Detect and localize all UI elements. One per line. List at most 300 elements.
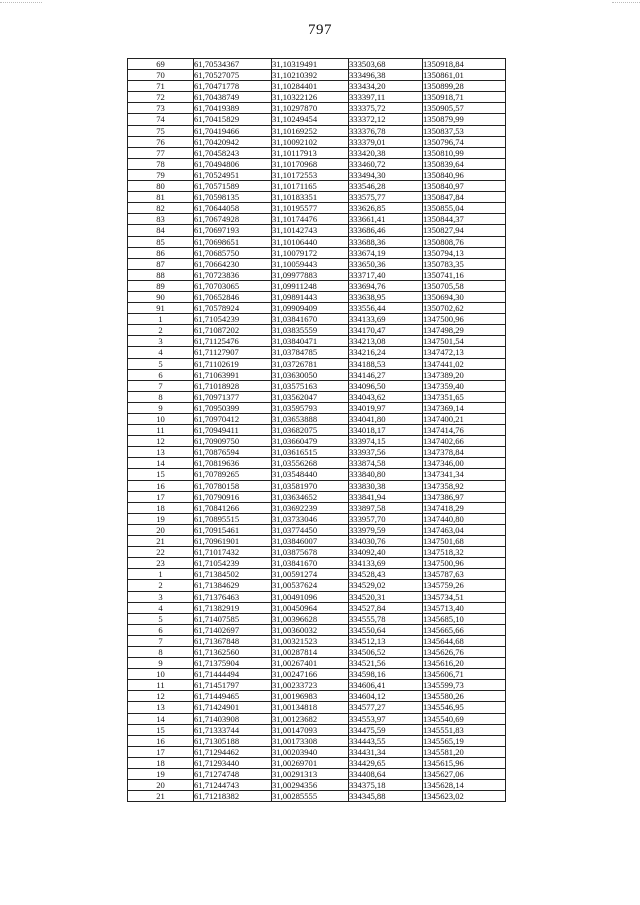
- longitude-cell: 31,09891443: [272, 291, 349, 302]
- x-coordinate-cell: 333375,72: [349, 103, 423, 114]
- longitude-cell: 31,10079172: [272, 247, 349, 258]
- table-row: [128, 724, 506, 735]
- table-row: [128, 358, 506, 369]
- longitude-cell: 31,03846007: [272, 536, 349, 547]
- longitude-cell: 31,00123682: [272, 713, 349, 724]
- y-coordinate-cell: 1345626,76: [423, 646, 506, 657]
- longitude-cell: 31,00450964: [272, 602, 349, 613]
- scan-edge-mark-right: [612, 2, 640, 4]
- x-coordinate-cell: 334170,47: [349, 325, 423, 336]
- longitude-cell: 31,03548440: [272, 469, 349, 480]
- longitude-cell: 31,03630050: [272, 369, 349, 380]
- longitude-cell: 31,03660479: [272, 436, 349, 447]
- point-number-cell: 79: [128, 169, 194, 180]
- point-number-cell: 71: [128, 81, 194, 92]
- x-coordinate-cell: 333503,68: [349, 59, 423, 70]
- y-coordinate-cell: 1347359,40: [423, 380, 506, 391]
- y-coordinate-cell: 1350899,28: [423, 81, 506, 92]
- table-row: [128, 291, 506, 302]
- longitude-cell: 31,03692239: [272, 502, 349, 513]
- x-coordinate-cell: 333379,01: [349, 136, 423, 147]
- latitude-cell: 61,70970412: [194, 414, 272, 425]
- table-row: [128, 103, 506, 114]
- x-coordinate-cell: 334018,17: [349, 425, 423, 436]
- point-number-cell: 4: [128, 347, 194, 358]
- y-coordinate-cell: 1350855,04: [423, 203, 506, 214]
- point-number-cell: 15: [128, 469, 194, 480]
- longitude-cell: 31,10142743: [272, 225, 349, 236]
- latitude-cell: 61,71054239: [194, 558, 272, 569]
- latitude-cell: 61,71444494: [194, 669, 272, 680]
- x-coordinate-cell: 334431,34: [349, 746, 423, 757]
- x-coordinate-cell: 333937,56: [349, 447, 423, 458]
- table-row: [128, 780, 506, 791]
- point-number-cell: 18: [128, 502, 194, 513]
- table-row: [128, 791, 506, 802]
- point-number-cell: 16: [128, 480, 194, 491]
- y-coordinate-cell: 1347418,29: [423, 502, 506, 513]
- longitude-cell: 31,03841670: [272, 314, 349, 325]
- table-row: [128, 680, 506, 691]
- y-coordinate-cell: 1350879,99: [423, 114, 506, 125]
- table-row: [128, 225, 506, 236]
- y-coordinate-cell: 1345628,14: [423, 780, 506, 791]
- y-coordinate-cell: 1347463,04: [423, 524, 506, 535]
- x-coordinate-cell: 333840,80: [349, 469, 423, 480]
- latitude-cell: 61,70494806: [194, 158, 272, 169]
- table-row: [128, 303, 506, 314]
- table-row: [128, 513, 506, 524]
- latitude-cell: 61,70419466: [194, 125, 272, 136]
- point-number-cell: 73: [128, 103, 194, 114]
- table-row: [128, 280, 506, 291]
- longitude-cell: 31,00247166: [272, 669, 349, 680]
- longitude-cell: 31,00285555: [272, 791, 349, 802]
- latitude-cell: 61,71218382: [194, 791, 272, 802]
- x-coordinate-cell: 334133,69: [349, 558, 423, 569]
- longitude-cell: 31,00321523: [272, 635, 349, 646]
- table-row: [128, 591, 506, 602]
- point-number-cell: 20: [128, 524, 194, 535]
- y-coordinate-cell: 1347498,29: [423, 325, 506, 336]
- point-number-cell: 86: [128, 247, 194, 258]
- table-row: [128, 425, 506, 436]
- latitude-cell: 61,71054239: [194, 314, 272, 325]
- latitude-cell: 61,71384502: [194, 569, 272, 580]
- y-coordinate-cell: 1347389,20: [423, 369, 506, 380]
- y-coordinate-cell: 1347472,13: [423, 347, 506, 358]
- table-row: [128, 247, 506, 258]
- y-coordinate-cell: 1350694,30: [423, 291, 506, 302]
- latitude-cell: 61,71244743: [194, 780, 272, 791]
- point-number-cell: 13: [128, 447, 194, 458]
- longitude-cell: 31,00196983: [272, 691, 349, 702]
- point-number-cell: 69: [128, 59, 194, 70]
- x-coordinate-cell: 334096,50: [349, 380, 423, 391]
- x-coordinate-cell: 333397,11: [349, 92, 423, 103]
- point-number-cell: 89: [128, 280, 194, 291]
- longitude-cell: 31,03595793: [272, 402, 349, 413]
- latitude-cell: 61,71376463: [194, 591, 272, 602]
- y-coordinate-cell: 1345580,26: [423, 691, 506, 702]
- y-coordinate-cell: 1347414,76: [423, 425, 506, 436]
- point-number-cell: 91: [128, 303, 194, 314]
- table-row: [128, 491, 506, 502]
- point-number-cell: 84: [128, 225, 194, 236]
- point-number-cell: 88: [128, 269, 194, 280]
- x-coordinate-cell: 334577,27: [349, 702, 423, 713]
- x-coordinate-cell: 334553,97: [349, 713, 423, 724]
- point-number-cell: 22: [128, 547, 194, 558]
- y-coordinate-cell: 1350827,94: [423, 225, 506, 236]
- longitude-cell: 31,10059443: [272, 258, 349, 269]
- longitude-cell: 31,03616515: [272, 447, 349, 458]
- x-coordinate-cell: 334216,24: [349, 347, 423, 358]
- longitude-cell: 31,00537624: [272, 580, 349, 591]
- y-coordinate-cell: 1350810,99: [423, 147, 506, 158]
- y-coordinate-cell: 1347358,92: [423, 480, 506, 491]
- y-coordinate-cell: 1350741,16: [423, 269, 506, 280]
- latitude-cell: 61,70458243: [194, 147, 272, 158]
- point-number-cell: 81: [128, 192, 194, 203]
- point-number-cell: 21: [128, 536, 194, 547]
- x-coordinate-cell: 334604,12: [349, 691, 423, 702]
- latitude-cell: 61,70534367: [194, 59, 272, 70]
- point-number-cell: 3: [128, 591, 194, 602]
- longitude-cell: 31,03875678: [272, 547, 349, 558]
- latitude-cell: 61,71274748: [194, 769, 272, 780]
- latitude-cell: 61,71362560: [194, 646, 272, 657]
- x-coordinate-cell: 333496,38: [349, 70, 423, 81]
- latitude-cell: 61,70685750: [194, 247, 272, 258]
- y-coordinate-cell: 1347500,96: [423, 558, 506, 569]
- table-row: [128, 702, 506, 713]
- longitude-cell: 31,10249454: [272, 114, 349, 125]
- longitude-cell: 31,10195577: [272, 203, 349, 214]
- table-row: [128, 236, 506, 247]
- y-coordinate-cell: 1347346,00: [423, 458, 506, 469]
- table-row: [128, 658, 506, 669]
- point-number-cell: 7: [128, 635, 194, 646]
- longitude-cell: 31,00134818: [272, 702, 349, 713]
- point-number-cell: 16: [128, 735, 194, 746]
- table-row: [128, 380, 506, 391]
- longitude-cell: 31,00287814: [272, 646, 349, 657]
- x-coordinate-cell: 334443,55: [349, 735, 423, 746]
- table-row: [128, 391, 506, 402]
- y-coordinate-cell: 1350796,74: [423, 136, 506, 147]
- point-number-cell: 78: [128, 158, 194, 169]
- point-number-cell: 15: [128, 724, 194, 735]
- latitude-cell: 61,70415829: [194, 114, 272, 125]
- latitude-cell: 61,70790916: [194, 491, 272, 502]
- latitude-cell: 61,71293440: [194, 757, 272, 768]
- longitude-cell: 31,00267401: [272, 658, 349, 669]
- latitude-cell: 61,71017432: [194, 547, 272, 558]
- table-row: [128, 580, 506, 591]
- x-coordinate-cell: 334529,02: [349, 580, 423, 591]
- latitude-cell: 61,70780158: [194, 480, 272, 491]
- y-coordinate-cell: 1345787,63: [423, 569, 506, 580]
- longitude-cell: 31,03733046: [272, 513, 349, 524]
- point-number-cell: 1: [128, 314, 194, 325]
- table-row: [128, 136, 506, 147]
- table-row: [128, 214, 506, 225]
- y-coordinate-cell: 1345713,40: [423, 602, 506, 613]
- point-number-cell: 10: [128, 414, 194, 425]
- longitude-cell: 31,00396628: [272, 613, 349, 624]
- latitude-cell: 61,70527075: [194, 70, 272, 81]
- table-row: [128, 547, 506, 558]
- table-row: [128, 480, 506, 491]
- latitude-cell: 61,70578924: [194, 303, 272, 314]
- point-number-cell: 13: [128, 702, 194, 713]
- y-coordinate-cell: 1350837,53: [423, 125, 506, 136]
- longitude-cell: 31,03682075: [272, 425, 349, 436]
- latitude-cell: 61,70420942: [194, 136, 272, 147]
- table-row: [128, 402, 506, 413]
- point-number-cell: 11: [128, 680, 194, 691]
- x-coordinate-cell: 334375,18: [349, 780, 423, 791]
- point-number-cell: 5: [128, 358, 194, 369]
- x-coordinate-cell: 333957,70: [349, 513, 423, 524]
- latitude-cell: 61,71127907: [194, 347, 272, 358]
- latitude-cell: 61,70950399: [194, 402, 272, 413]
- table-row: [128, 624, 506, 635]
- y-coordinate-cell: 1347386,97: [423, 491, 506, 502]
- x-coordinate-cell: 334555,78: [349, 613, 423, 624]
- latitude-cell: 61,70698651: [194, 236, 272, 247]
- point-number-cell: 6: [128, 369, 194, 380]
- point-number-cell: 9: [128, 402, 194, 413]
- longitude-cell: 31,10172553: [272, 169, 349, 180]
- latitude-cell: 61,71087202: [194, 325, 272, 336]
- point-number-cell: 76: [128, 136, 194, 147]
- point-number-cell: 75: [128, 125, 194, 136]
- table-row: [128, 181, 506, 192]
- longitude-cell: 31,10170968: [272, 158, 349, 169]
- coordinates-table-body: [128, 59, 506, 802]
- point-number-cell: 77: [128, 147, 194, 158]
- y-coordinate-cell: 1345551,83: [423, 724, 506, 735]
- point-number-cell: 19: [128, 769, 194, 780]
- longitude-cell: 31,10169252: [272, 125, 349, 136]
- point-number-cell: 6: [128, 624, 194, 635]
- latitude-cell: 61,70841266: [194, 502, 272, 513]
- longitude-cell: 31,00360032: [272, 624, 349, 635]
- point-number-cell: 3: [128, 336, 194, 347]
- latitude-cell: 61,71382919: [194, 602, 272, 613]
- latitude-cell: 61,70909750: [194, 436, 272, 447]
- latitude-cell: 61,71402697: [194, 624, 272, 635]
- longitude-cell: 31,00294356: [272, 780, 349, 791]
- longitude-cell: 31,10117913: [272, 147, 349, 158]
- table-row: [128, 569, 506, 580]
- x-coordinate-cell: 333830,38: [349, 480, 423, 491]
- y-coordinate-cell: 1350705,58: [423, 280, 506, 291]
- table-row: [128, 258, 506, 269]
- x-coordinate-cell: 333546,28: [349, 181, 423, 192]
- x-coordinate-cell: 333874,58: [349, 458, 423, 469]
- longitude-cell: 31,00233723: [272, 680, 349, 691]
- longitude-cell: 31,10174476: [272, 214, 349, 225]
- y-coordinate-cell: 1345759,26: [423, 580, 506, 591]
- table-row: [128, 735, 506, 746]
- coordinates-table: [127, 58, 506, 802]
- longitude-cell: 31,03841670: [272, 558, 349, 569]
- table-row: [128, 147, 506, 158]
- longitude-cell: 31,03575163: [272, 380, 349, 391]
- table-row: [128, 713, 506, 724]
- x-coordinate-cell: 334512,13: [349, 635, 423, 646]
- table-row: [128, 114, 506, 125]
- table-row: [128, 536, 506, 547]
- x-coordinate-cell: 334019,97: [349, 402, 423, 413]
- table-row: [128, 635, 506, 646]
- x-coordinate-cell: 334527,84: [349, 602, 423, 613]
- y-coordinate-cell: 1347400,21: [423, 414, 506, 425]
- page-number: 797: [308, 22, 332, 38]
- latitude-cell: 61,71403908: [194, 713, 272, 724]
- latitude-cell: 61,71407585: [194, 613, 272, 624]
- table-row: [128, 192, 506, 203]
- y-coordinate-cell: 1345606,71: [423, 669, 506, 680]
- longitude-cell: 31,00203940: [272, 746, 349, 757]
- table-row: [128, 502, 506, 513]
- y-coordinate-cell: 1345734,51: [423, 591, 506, 602]
- y-coordinate-cell: 1345627,06: [423, 769, 506, 780]
- point-number-cell: 21: [128, 791, 194, 802]
- point-number-cell: 70: [128, 70, 194, 81]
- y-coordinate-cell: 1347341,34: [423, 469, 506, 480]
- x-coordinate-cell: 333897,58: [349, 502, 423, 513]
- point-number-cell: 1: [128, 569, 194, 580]
- latitude-cell: 61,71125476: [194, 336, 272, 347]
- longitude-cell: 31,00591274: [272, 569, 349, 580]
- longitude-cell: 31,03784785: [272, 347, 349, 358]
- y-coordinate-cell: 1347500,96: [423, 314, 506, 325]
- x-coordinate-cell: 334408,64: [349, 769, 423, 780]
- latitude-cell: 61,70789265: [194, 469, 272, 480]
- point-number-cell: 19: [128, 513, 194, 524]
- x-coordinate-cell: 334475,59: [349, 724, 423, 735]
- latitude-cell: 61,71063991: [194, 369, 272, 380]
- latitude-cell: 61,70438749: [194, 92, 272, 103]
- longitude-cell: 31,09977883: [272, 269, 349, 280]
- latitude-cell: 61,71018928: [194, 380, 272, 391]
- latitude-cell: 61,70895515: [194, 513, 272, 524]
- latitude-cell: 61,71424901: [194, 702, 272, 713]
- longitude-cell: 31,03581970: [272, 480, 349, 491]
- point-number-cell: 74: [128, 114, 194, 125]
- y-coordinate-cell: 1347440,80: [423, 513, 506, 524]
- scan-edge-mark-left: [0, 2, 42, 4]
- y-coordinate-cell: 1347402,66: [423, 436, 506, 447]
- point-number-cell: 12: [128, 691, 194, 702]
- latitude-cell: 61,71451797: [194, 680, 272, 691]
- latitude-cell: 61,70697193: [194, 225, 272, 236]
- x-coordinate-cell: 334133,69: [349, 314, 423, 325]
- y-coordinate-cell: 1345616,20: [423, 658, 506, 669]
- y-coordinate-cell: 1345540,69: [423, 713, 506, 724]
- y-coordinate-cell: 1350918,84: [423, 59, 506, 70]
- table-row: [128, 613, 506, 624]
- point-number-cell: 11: [128, 425, 194, 436]
- x-coordinate-cell: 333575,77: [349, 192, 423, 203]
- latitude-cell: 61,70524951: [194, 169, 272, 180]
- point-number-cell: 85: [128, 236, 194, 247]
- table-row: [128, 458, 506, 469]
- longitude-cell: 31,03840471: [272, 336, 349, 347]
- longitude-cell: 31,10319491: [272, 59, 349, 70]
- latitude-cell: 61,71384629: [194, 580, 272, 591]
- table-row: [128, 524, 506, 535]
- point-number-cell: 87: [128, 258, 194, 269]
- x-coordinate-cell: 333650,36: [349, 258, 423, 269]
- x-coordinate-cell: 334598,16: [349, 669, 423, 680]
- latitude-cell: 61,70471778: [194, 81, 272, 92]
- longitude-cell: 31,00291313: [272, 769, 349, 780]
- y-coordinate-cell: 1350905,57: [423, 103, 506, 114]
- table-row: [128, 769, 506, 780]
- longitude-cell: 31,10092102: [272, 136, 349, 147]
- y-coordinate-cell: 1345615,96: [423, 757, 506, 768]
- x-coordinate-cell: 333979,59: [349, 524, 423, 535]
- x-coordinate-cell: 333694,76: [349, 280, 423, 291]
- latitude-cell: 61,70819636: [194, 458, 272, 469]
- x-coordinate-cell: 334092,40: [349, 547, 423, 558]
- x-coordinate-cell: 334606,41: [349, 680, 423, 691]
- x-coordinate-cell: 333376,78: [349, 125, 423, 136]
- x-coordinate-cell: 334506,52: [349, 646, 423, 657]
- y-coordinate-cell: 1347441,02: [423, 358, 506, 369]
- table-row: [128, 436, 506, 447]
- table-row: [128, 757, 506, 768]
- point-number-cell: 17: [128, 746, 194, 757]
- point-number-cell: 8: [128, 646, 194, 657]
- point-number-cell: 7: [128, 380, 194, 391]
- y-coordinate-cell: 1345644,68: [423, 635, 506, 646]
- latitude-cell: 61,70723836: [194, 269, 272, 280]
- y-coordinate-cell: 1347351,65: [423, 391, 506, 402]
- longitude-cell: 31,10210392: [272, 70, 349, 81]
- table-row: [128, 447, 506, 458]
- x-coordinate-cell: 334213,08: [349, 336, 423, 347]
- x-coordinate-cell: 334429,65: [349, 757, 423, 768]
- x-coordinate-cell: 333686,46: [349, 225, 423, 236]
- y-coordinate-cell: 1347518,32: [423, 547, 506, 558]
- table-row: [128, 646, 506, 657]
- point-number-cell: 10: [128, 669, 194, 680]
- point-number-cell: 80: [128, 181, 194, 192]
- x-coordinate-cell: 334550,64: [349, 624, 423, 635]
- latitude-cell: 61,70571589: [194, 181, 272, 192]
- x-coordinate-cell: 333661,41: [349, 214, 423, 225]
- x-coordinate-cell: 333841,94: [349, 491, 423, 502]
- table-row: [128, 59, 506, 70]
- y-coordinate-cell: 1345581,20: [423, 746, 506, 757]
- x-coordinate-cell: 334030,76: [349, 536, 423, 547]
- point-number-cell: 2: [128, 325, 194, 336]
- point-number-cell: 12: [128, 436, 194, 447]
- y-coordinate-cell: 1350702,62: [423, 303, 506, 314]
- x-coordinate-cell: 334041,80: [349, 414, 423, 425]
- x-coordinate-cell: 333434,20: [349, 81, 423, 92]
- point-number-cell: 17: [128, 491, 194, 502]
- latitude-cell: 61,71367848: [194, 635, 272, 646]
- longitude-cell: 31,03774450: [272, 524, 349, 535]
- y-coordinate-cell: 1350918,71: [423, 92, 506, 103]
